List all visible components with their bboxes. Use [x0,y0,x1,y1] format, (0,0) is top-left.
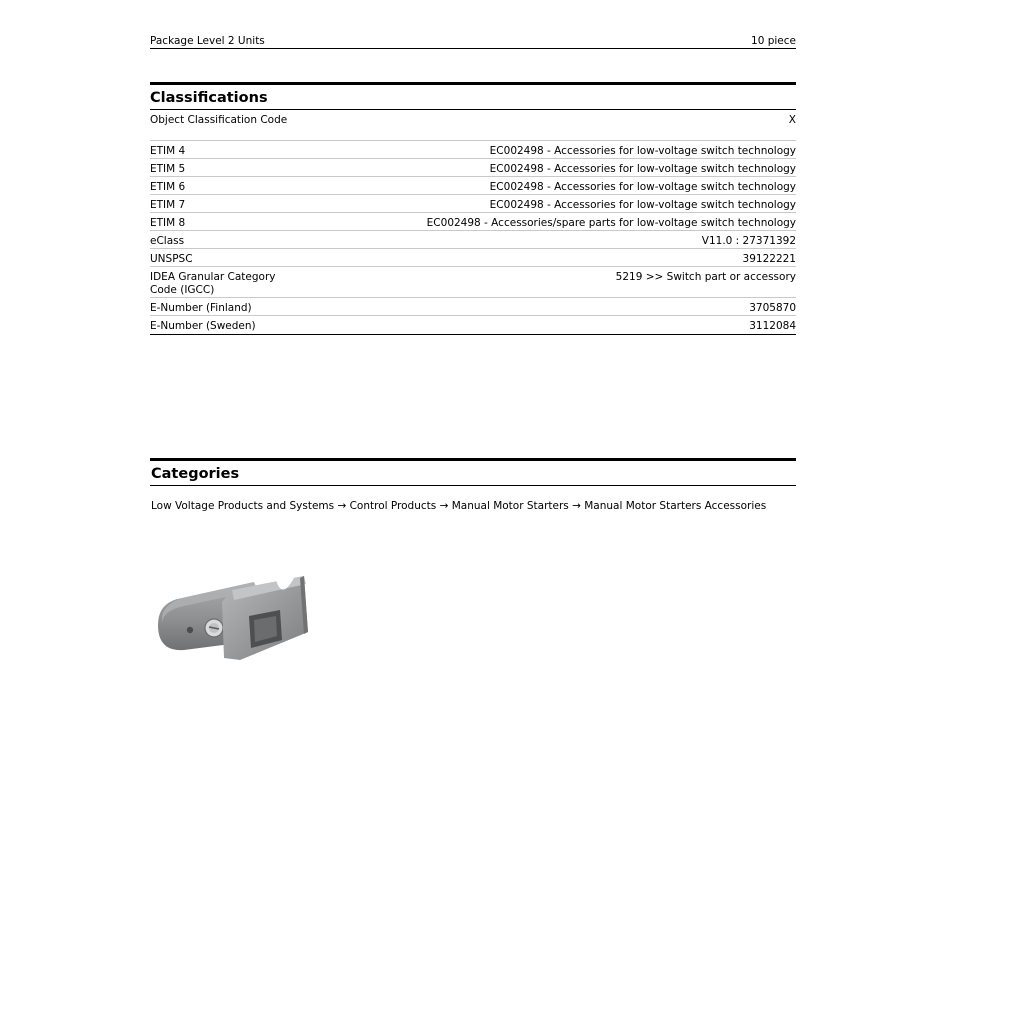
table-row [150,213,796,231]
classifications-title: Classifications [150,82,796,110]
table-row [150,110,796,141]
shaft-coupling-product-image [154,570,314,665]
classifications-table [150,110,796,335]
row-label: UNSPSC [150,253,193,265]
row-value: 3705870 [749,302,796,314]
row-value: 3112084 [749,320,796,332]
row-value: EC002498 - Accessories for low-voltage switch technology [489,199,796,211]
row-label: E-Number (Finland) [150,302,252,314]
row-label: ETIM 4 [150,145,186,157]
table-row [150,177,796,195]
row-label: ETIM 8 [150,217,186,229]
row-label: E-Number (Sweden) [150,320,256,332]
package-level-value: 10 piece [751,34,796,47]
row-label: eClass [150,235,185,247]
package-level-row [150,33,796,49]
table-row [150,298,796,316]
row-label: Object Classification Code [150,114,288,126]
row-label: ETIM 5 [150,163,186,175]
row-value: EC002498 - Accessories for low-voltage switch technology [489,181,796,193]
table-row [150,141,796,159]
categories-section [150,458,796,513]
row-value: 39122221 [742,253,796,265]
row-value: V11.0 : 27371392 [701,235,796,247]
row-value: X [788,114,796,126]
category-breadcrumb: Low Voltage Products and Systems → Control Products → Manual Motor Starters → Manual Motor Starters Accessories [151,500,767,512]
table-row [150,267,796,298]
table-row [150,195,796,213]
row-value: 5219 >> Switch part or accessory [615,271,796,283]
classifications-section [150,82,796,335]
package-level-label: Package Level 2 Units [150,34,265,47]
row-value: EC002498 - Accessories for low-voltage switch technology [489,163,796,175]
table-row [150,249,796,267]
categories-title: Categories [150,458,796,486]
table-row [150,316,796,334]
row-label: ETIM 7 [150,199,186,211]
row-label: ETIM 6 [150,181,186,193]
table-row [150,231,796,249]
row-label: IDEA Granular Category Code (IGCC) [150,271,276,296]
row-value: EC002498 - Accessories for low-voltage switch technology [489,145,796,157]
table-row [150,159,796,177]
row-value: EC002498 - Accessories/spare parts for low-voltage switch technology [426,217,796,229]
